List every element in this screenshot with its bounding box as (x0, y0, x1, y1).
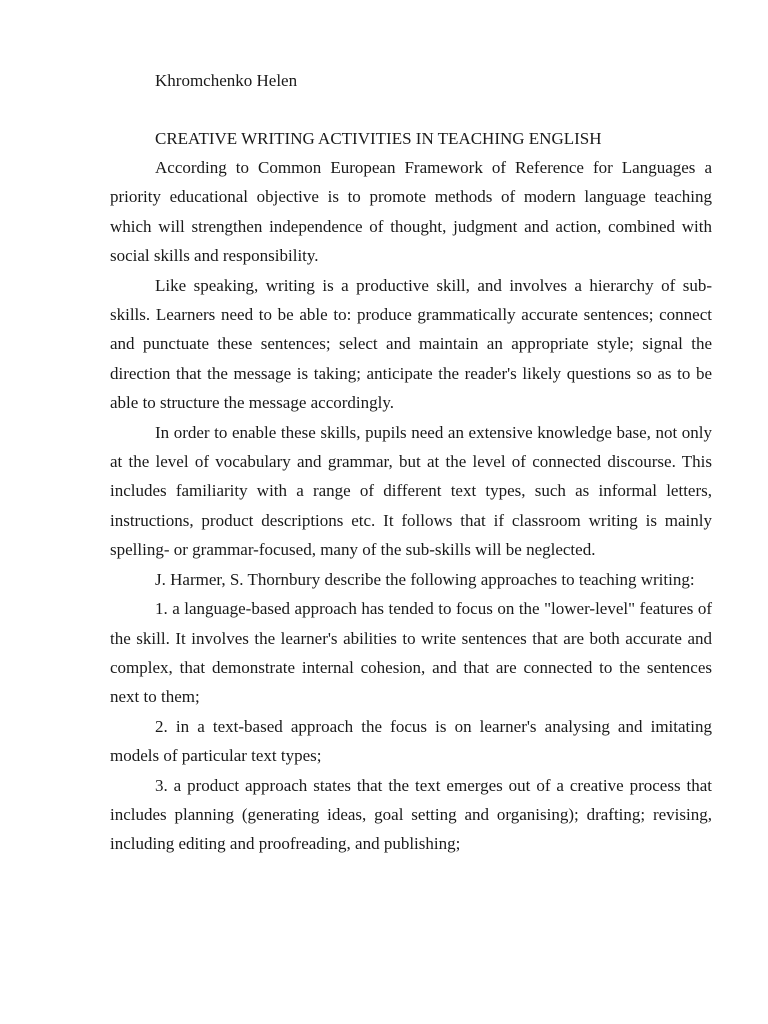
paragraph-subskills: Like speaking, writing is a productive skill, and involves a hierarchy of sub-skills. Learners need to be able to: produce grammatically accurate sentences; connect and punctuate these sentences; select and maintain an appropriate style; signal the direction that the message is taking; anticipate the reader's likely questions so as to be able to structure the message accordingly. (110, 275, 712, 413)
document-title: CREATIVE WRITING ACTIVITIES IN TEACHING ENGLISH (155, 129, 602, 148)
list-item-text-based: 2. in a text-based approach the focus is on learner's analysing and imitating models of particular text types; (110, 716, 712, 766)
paragraph-intro: According to Common European Framework of Reference for Languages a priority educational objective is to promote methods of modern language teaching which will strengthen independence of thought, judgment and action, combined with social skills and responsibility. (110, 158, 712, 266)
paragraph-approaches-intro: J. Harmer, S. Thornbury describe the following approaches to teaching writing: (155, 569, 695, 589)
author-name: Khromchenko Helen (155, 71, 298, 90)
list-item-language-based: 1. a language-based approach has tended to focus on the "lower-level" features of the skill. It involves the learner's abilities to write sentences that are both accurate and complex, that demonstrate internal cohesion, and that are connected to the sentences next to them; (110, 599, 712, 707)
document-body (110, 153, 712, 859)
list-item-product: 3. a product approach states that the text emerges out of a creative process that includes planning (generating ideas, goal setting and organising); drafting; revising, including editing and proofreading, and publishing; (110, 775, 712, 854)
paragraph-knowledge-base: In order to enable these skills, pupils need an extensive knowledge base, not only at the level of vocabulary and grammar, but at the level of connected discourse. This includes familiarity with a range of different text types, such as informal letters, instructions, product descriptions etc. It follows that if classroom writing is mainly spelling- or grammar-focused, many of the sub-skills will be neglected. (110, 422, 712, 560)
